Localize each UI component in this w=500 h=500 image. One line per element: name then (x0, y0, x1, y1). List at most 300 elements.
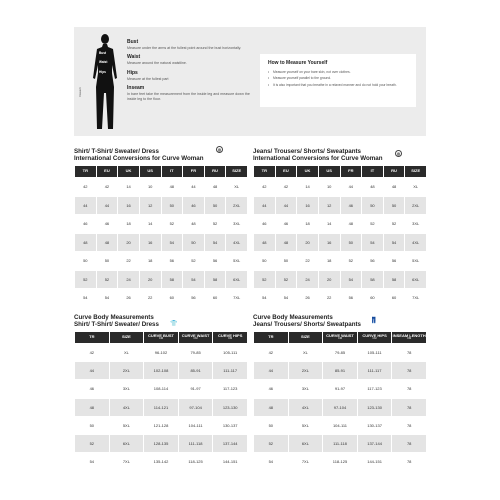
table-row (75, 416, 248, 434)
column-header-label: TR (268, 334, 274, 340)
how-to-title: How to Measure Yourself (268, 60, 328, 66)
column-header (213, 332, 248, 344)
table-cell: 26 (297, 289, 319, 308)
column-header-label: TR (261, 168, 267, 174)
table-cell: 130-137 (213, 416, 248, 434)
table-cell: 137-144 (357, 434, 392, 452)
table-cell: 60 (204, 289, 226, 308)
table-cell: 78 (392, 416, 427, 434)
title-line: International Conversions for Curve Woman (74, 155, 204, 163)
table-cell: 46 (254, 215, 276, 234)
table-row (254, 178, 427, 197)
table-cell: 60 (383, 289, 405, 308)
table-cell: 52 (75, 270, 97, 289)
table-cell: 4XL (226, 233, 248, 252)
table-cell: 58 (383, 270, 405, 289)
table-cell: 14 (318, 215, 340, 234)
table-cell: 105-111 (357, 344, 392, 362)
table-cell: 114-121 (144, 398, 179, 416)
table-cell: 24 (118, 270, 140, 289)
table-cell: 54 (362, 233, 384, 252)
column-header (178, 332, 213, 344)
title-line: Shirt/ T-Shirt/ Sweater/ Dress (74, 148, 159, 155)
column-header-label: CURVE BUST (148, 333, 174, 339)
title-line: Curve Body Measurements (74, 314, 154, 321)
table-cell: 18 (139, 252, 161, 271)
table-cell: 118-125 (178, 453, 213, 471)
table-cell: 2XL (288, 362, 323, 380)
column-header (383, 166, 405, 178)
title-line: Shirt/ T-Shirt/ Sweater/ Dress (74, 321, 159, 329)
column-header (275, 166, 297, 178)
column-header-label: TR (82, 168, 88, 174)
table-cell: 4XL (109, 398, 144, 416)
table-cell: 50 (254, 252, 276, 271)
table-row (254, 380, 427, 398)
table-cell: 22 (118, 252, 140, 271)
table-cell: 52 (275, 270, 297, 289)
table-cell: 52 (96, 270, 118, 289)
column-header (109, 332, 144, 344)
table-cell: 48 (75, 398, 110, 416)
table-cell: 48 (254, 398, 289, 416)
table-cell: 78 (392, 398, 427, 416)
column-header (340, 166, 362, 178)
column-header-unit: CM (193, 337, 198, 341)
table-cell: 60 (362, 289, 384, 308)
table-cell: 12 (139, 196, 161, 215)
table-cell: 18 (297, 215, 319, 234)
body-silhouette-icon (88, 33, 122, 131)
guide-text: Measure at the fullest part (127, 76, 169, 81)
table-row (254, 196, 427, 215)
table-row (75, 252, 248, 271)
column-header (288, 332, 323, 344)
column-header (161, 166, 183, 178)
table-row (75, 434, 248, 452)
tops-measurements-table (74, 331, 248, 471)
table-cell: 91-97 (323, 380, 358, 398)
table-cell: 46 (275, 215, 297, 234)
table-cell: 48 (254, 233, 276, 252)
table-cell: 144-151 (213, 453, 248, 471)
column-header-label: UK (125, 168, 132, 174)
table-row (75, 289, 248, 308)
table-cell: 79-85 (178, 344, 213, 362)
column-header-unit: CM (337, 337, 342, 341)
table-cell: 58 (204, 270, 226, 289)
column-header-label: FR (190, 168, 197, 174)
how-to-item: • It is also important that you breathe in a relaxed manner and do not hold your breath. (270, 83, 410, 87)
table-cell: 97-104 (323, 398, 358, 416)
column-header-label: FR (348, 168, 354, 174)
table-cell: 52 (75, 434, 110, 452)
table-cell: 48 (383, 178, 405, 197)
table-cell: 2XL (109, 362, 144, 380)
bottoms-measurements-title (253, 314, 427, 331)
table-cell: 52 (383, 215, 405, 234)
table-cell: 22 (139, 289, 161, 308)
column-header-label: SIZE (411, 168, 421, 174)
table-cell: 18 (318, 252, 340, 271)
table-row (254, 270, 427, 289)
table-cell: 56 (362, 252, 384, 271)
table-cell: XL (405, 178, 427, 197)
column-header-label: CURVE HIPS (362, 333, 387, 339)
table-cell: 52 (183, 252, 205, 271)
bottoms-conversion-title (253, 148, 427, 165)
column-header (323, 332, 358, 344)
table-row (75, 344, 248, 362)
table-row (75, 196, 248, 215)
table-cell: 3XL (405, 215, 427, 234)
table-row (254, 416, 427, 434)
table-cell: 58 (161, 270, 183, 289)
table-cell: 50 (75, 252, 97, 271)
table-cell: 44 (75, 196, 97, 215)
table-cell: 54 (340, 270, 362, 289)
table-cell: 46 (75, 215, 97, 234)
table-cell: 50 (204, 196, 226, 215)
table-cell: 50 (275, 252, 297, 271)
title-line: International Conversions for Curve Woman (253, 155, 383, 163)
table-cell: 22 (297, 252, 319, 271)
guide-title: Bust (127, 39, 139, 45)
table-cell: 2XL (226, 196, 248, 215)
table-cell: 50 (362, 196, 384, 215)
how-to-list (260, 66, 416, 87)
column-header-label: UK (304, 168, 311, 174)
table-cell: XL (109, 344, 144, 362)
tops-measurements-section (74, 314, 248, 471)
guide-item-bust (127, 39, 259, 50)
table-cell: 46 (75, 380, 110, 398)
guide-item-inseam (127, 85, 259, 101)
table-cell: 48 (204, 178, 226, 197)
column-header-label: US (326, 168, 332, 174)
tshirt-icon: 👕 (170, 321, 178, 327)
table-row (254, 362, 427, 380)
figure-label-hips: Hips (99, 70, 106, 74)
table-row (75, 233, 248, 252)
figure-label-bust: Bust (99, 51, 107, 55)
table-row (75, 453, 248, 471)
table-cell: 2XL (405, 196, 427, 215)
column-header-label: CURVE HIPS (217, 333, 243, 339)
table-cell: XL (226, 178, 248, 197)
table-cell: 46 (254, 380, 289, 398)
table-cell: 44 (254, 362, 289, 380)
column-header-unit: CM (407, 337, 412, 341)
table-cell: 52 (254, 434, 289, 452)
table-cell: 14 (118, 178, 140, 197)
table-cell: 118-125 (323, 453, 358, 471)
column-header-label: RU (391, 168, 397, 174)
table-cell: 5XL (405, 252, 427, 271)
table-row (254, 434, 427, 452)
table-cell: 91-97 (178, 380, 213, 398)
table-cell: 3XL (226, 215, 248, 234)
table-cell: 44 (183, 178, 205, 197)
table-cell: 56 (183, 289, 205, 308)
column-header-label: INSEAM LENGTH (392, 333, 426, 339)
table-cell: 42 (275, 178, 297, 197)
column-header (405, 166, 427, 178)
column-header-label: SIZE (232, 168, 242, 174)
table-cell: 6XL (109, 434, 144, 452)
column-header-label: EU (283, 168, 289, 174)
table-cell: 96-102 (144, 344, 179, 362)
column-header-label: IT (370, 168, 375, 174)
table-cell: 50 (96, 252, 118, 271)
table-cell: 20 (118, 233, 140, 252)
table-row (254, 233, 427, 252)
column-header (144, 332, 179, 344)
figure-label-inseam: Inseam (78, 87, 82, 97)
table-cell: 111-117 (213, 362, 248, 380)
table-cell: 78 (392, 344, 427, 362)
column-header (183, 166, 205, 178)
table-cell: 4XL (288, 398, 323, 416)
table-cell: 44 (275, 196, 297, 215)
table-cell: 46 (96, 215, 118, 234)
column-header (96, 166, 118, 178)
column-header (254, 332, 289, 344)
table-cell: 42 (96, 178, 118, 197)
table-cell: 20 (318, 270, 340, 289)
table-cell: 4XL (405, 233, 427, 252)
table-cell: 7XL (288, 453, 323, 471)
table-cell: 42 (254, 344, 289, 362)
table-cell: 97-104 (178, 398, 213, 416)
table-cell: 135-142 (144, 453, 179, 471)
table-cell: 16 (118, 196, 140, 215)
table-cell: 54 (275, 289, 297, 308)
table-cell: 14 (297, 178, 319, 197)
table-row (75, 270, 248, 289)
table-cell: 52 (204, 215, 226, 234)
table-cell: 22 (318, 289, 340, 308)
column-header-unit: CM (158, 337, 163, 341)
column-header (357, 332, 392, 344)
table-cell: 46 (340, 196, 362, 215)
column-header-label: RU (212, 168, 218, 174)
table-row (254, 215, 427, 234)
table-cell: 7XL (226, 289, 248, 308)
title-line: Jeans/ Trousers/ Shorts/ Sweatpants (253, 148, 361, 155)
table-cell: 121-128 (144, 416, 179, 434)
column-header-label: US (147, 168, 153, 174)
table-cell: 54 (96, 289, 118, 308)
table-cell: 54 (254, 453, 289, 471)
table-cell: 117-123 (213, 380, 248, 398)
table-cell: 16 (318, 233, 340, 252)
table-cell: 48 (183, 215, 205, 234)
table-cell: 48 (161, 178, 183, 197)
table-cell: 20 (297, 233, 319, 252)
guide-item-waist (127, 54, 259, 65)
table-row (75, 380, 248, 398)
table-cell: 52 (254, 270, 276, 289)
table-cell: 48 (275, 233, 297, 252)
tops-conversion-title (74, 148, 248, 165)
column-header (297, 166, 319, 178)
table-cell: 117-123 (357, 380, 392, 398)
title-line: Jeans/ Trousers/ Shorts/ Sweatpants (253, 321, 361, 329)
how-to-item: • Measure yourself on your bare skin, not over clothes. (270, 70, 410, 74)
column-header-label: SIZE (300, 334, 310, 340)
column-header-label: CURVE WAIST (326, 333, 354, 339)
table-cell: 111-118 (323, 434, 358, 452)
table-cell: 6XL (405, 270, 427, 289)
table-cell: 56 (204, 252, 226, 271)
bottoms-measurements-section (253, 314, 427, 471)
table-cell: 144-151 (357, 453, 392, 471)
table-row (254, 344, 427, 362)
title-line: Curve Body Measurements (253, 314, 333, 321)
table-cell: 105-111 (213, 344, 248, 362)
table-row (254, 289, 427, 308)
table-cell: 48 (75, 233, 97, 252)
guide-item-hips (127, 70, 259, 81)
column-header (75, 332, 110, 344)
table-cell: 56 (161, 252, 183, 271)
column-header-label: EU (104, 168, 110, 174)
table-cell: 56 (383, 252, 405, 271)
table-row (75, 362, 248, 380)
table-row (75, 178, 248, 197)
column-header-label: CURVE WAIST (181, 333, 210, 339)
guide-text: Measure under the arms at the fullest point around the bust horizontally. (127, 46, 242, 50)
measure-guide-list (127, 39, 259, 105)
table-cell: 3XL (109, 380, 144, 398)
table-cell: 111-117 (357, 362, 392, 380)
table-row (75, 215, 248, 234)
tops-conversion-table (74, 165, 248, 308)
table-cell: 52 (340, 252, 362, 271)
column-header (139, 166, 161, 178)
table-row (254, 398, 427, 416)
table-cell: 48 (362, 178, 384, 197)
table-cell: 3XL (288, 380, 323, 398)
how-to-item: • Measure yourself parallel to the ground. (270, 76, 410, 80)
table-cell: 102-108 (144, 362, 179, 380)
table-cell: 54 (204, 233, 226, 252)
table-cell: 78 (392, 380, 427, 398)
table-cell: 10 (318, 178, 340, 197)
table-cell: 42 (75, 344, 110, 362)
table-cell: 137-144 (213, 434, 248, 452)
bottoms-conversion-section (253, 148, 427, 308)
table-cell: 16 (297, 196, 319, 215)
table-cell: 111-118 (178, 434, 213, 452)
table-cell: 7XL (405, 289, 427, 308)
table-cell: 78 (392, 362, 427, 380)
guide-title: Inseam (127, 85, 145, 92)
table-cell: 44 (340, 178, 362, 197)
column-header (362, 166, 384, 178)
globe-icon: ◎ (396, 151, 401, 156)
table-cell: 48 (96, 233, 118, 252)
how-to-measure-box (260, 54, 416, 107)
column-header (118, 166, 140, 178)
table-cell: 104-111 (178, 416, 213, 434)
table-cell: 54 (75, 289, 97, 308)
bottoms-measurements-table (253, 331, 427, 471)
table-cell: 128-135 (144, 434, 179, 452)
table-cell: 60 (161, 289, 183, 308)
table-cell: 24 (297, 270, 319, 289)
table-cell: 42 (75, 178, 97, 197)
guide-text: In bare feet take the measurement from the inside leg and measure down the inside leg to the floor. (127, 92, 250, 101)
column-header-label: IT (170, 168, 174, 174)
table-cell: 56 (340, 289, 362, 308)
table-cell: 26 (118, 289, 140, 308)
table-cell: 54 (161, 233, 183, 252)
guide-title: Hips (127, 69, 138, 76)
column-header (204, 166, 226, 178)
column-header-unit: CM (228, 337, 233, 341)
table-cell: 130-137 (357, 416, 392, 434)
table-cell: 52 (362, 215, 384, 234)
table-row (254, 252, 427, 271)
table-cell: 46 (183, 196, 205, 215)
table-cell: 20 (139, 270, 161, 289)
table-cell: 79-85 (323, 344, 358, 362)
column-header (318, 166, 340, 178)
table-cell: 54 (254, 289, 276, 308)
guide-text: Measure around the natural waistline. (127, 61, 187, 66)
table-cell: 5XL (109, 416, 144, 434)
table-cell: 6XL (288, 434, 323, 452)
table-cell: 104-111 (323, 416, 358, 434)
tops-conversion-section (74, 148, 248, 308)
table-cell: 42 (254, 178, 276, 197)
table-cell: 50 (183, 233, 205, 252)
table-cell: 78 (392, 434, 427, 452)
table-cell: 50 (161, 196, 183, 215)
table-row (254, 453, 427, 471)
table-cell: 58 (362, 270, 384, 289)
tops-measurements-title (74, 314, 248, 331)
table-row (75, 398, 248, 416)
table-cell: 50 (254, 416, 289, 434)
table-cell: 10 (139, 178, 161, 197)
trousers-icon: 👖 (370, 318, 378, 324)
measure-guide-panel (74, 27, 426, 136)
table-cell: 123-130 (213, 398, 248, 416)
table-cell: 54 (183, 270, 205, 289)
table-cell: 50 (340, 233, 362, 252)
table-cell: 108-114 (144, 380, 179, 398)
bottoms-conversion-table (253, 165, 427, 308)
column-header (392, 332, 427, 344)
figure-label-waist: Waist (99, 60, 108, 64)
table-cell: 16 (139, 233, 161, 252)
table-cell: 54 (75, 453, 110, 471)
table-cell: 12 (318, 196, 340, 215)
table-cell: 6XL (226, 270, 248, 289)
column-header (254, 166, 276, 178)
table-cell: 123-130 (357, 398, 392, 416)
guide-title: Waist (127, 54, 141, 61)
table-cell: 54 (383, 233, 405, 252)
table-cell: 48 (340, 215, 362, 234)
table-cell: 50 (75, 416, 110, 434)
table-cell: 18 (118, 215, 140, 234)
column-header-label: TR (89, 334, 95, 340)
column-header-label: SIZE (121, 334, 131, 340)
